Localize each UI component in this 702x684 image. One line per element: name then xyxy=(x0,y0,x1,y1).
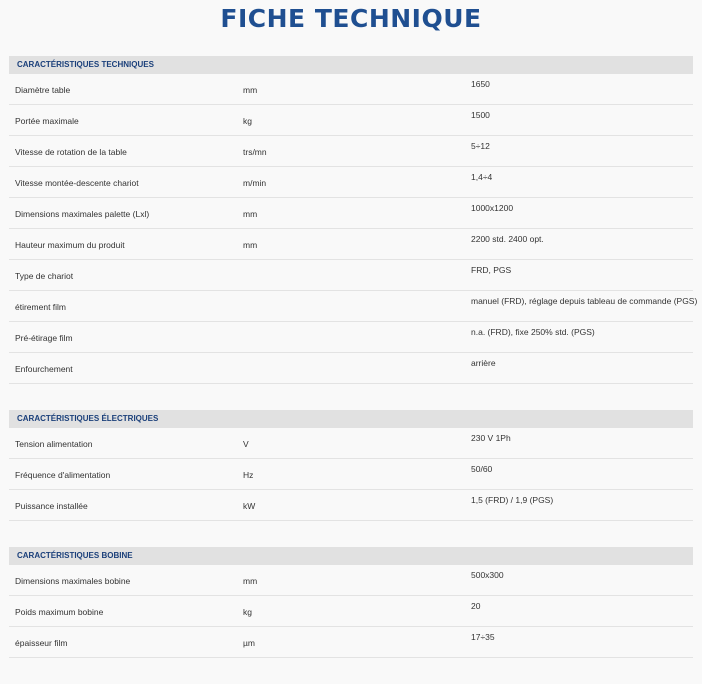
spec-label: étirement film xyxy=(15,302,67,312)
spec-value: 20 xyxy=(471,601,481,611)
spec-sections xyxy=(9,56,698,684)
spec-value: n.a. (FRD), fixe 250% std. (PGS) xyxy=(471,327,595,337)
spec-row xyxy=(9,353,693,384)
spec-unit: kg xyxy=(243,116,252,126)
section-header: CARACTÉRISTIQUES BOBINE xyxy=(9,547,693,565)
page-title: FICHE TECHNIQUE xyxy=(220,4,482,33)
spec-label: Vitesse montée-descente chariot xyxy=(15,178,139,188)
spec-value: 1500 xyxy=(471,110,490,120)
spec-unit: mm xyxy=(243,240,258,250)
spec-label: Enfourchement xyxy=(15,364,73,374)
spec-label: Type de chariot xyxy=(15,271,74,281)
spec-row xyxy=(9,260,693,291)
section-coil xyxy=(9,547,693,658)
spec-label: Vitesse de rotation de la table xyxy=(15,147,127,157)
spec-label: Hauteur maximum du produit xyxy=(15,240,125,250)
spec-unit: mm xyxy=(243,209,258,219)
spec-unit: Hz xyxy=(243,470,254,480)
spec-unit: kg xyxy=(243,607,252,617)
spec-row xyxy=(9,291,698,322)
spec-value: 500x300 xyxy=(471,570,504,580)
spec-unit: µm xyxy=(243,638,255,648)
spec-row xyxy=(9,627,693,658)
spec-label: épaisseur film xyxy=(15,638,68,648)
spec-value: 1,4÷4 xyxy=(471,172,493,182)
spec-row xyxy=(9,596,693,627)
spec-unit: kW xyxy=(243,501,256,511)
spec-row xyxy=(9,565,693,596)
spec-label: Dimensions maximales palette (Lxl) xyxy=(15,209,150,219)
spec-row xyxy=(9,322,693,353)
spec-unit: mm xyxy=(243,85,258,95)
spec-row xyxy=(9,459,693,490)
section-technical xyxy=(9,56,698,384)
section-header: CARACTÉRISTIQUES TECHNIQUES xyxy=(9,56,693,74)
spec-label: Pré-étirage film xyxy=(15,333,73,343)
spec-value: 2200 std. 2400 opt. xyxy=(471,234,544,244)
spec-value: 50/60 xyxy=(471,464,493,474)
spec-row xyxy=(9,74,693,105)
spec-label: Diamètre table xyxy=(15,85,71,95)
spec-label: Dimensions maximales bobine xyxy=(15,576,131,586)
spec-value: 1650 xyxy=(471,79,490,89)
spec-row xyxy=(9,136,693,167)
spec-value: 1000x1200 xyxy=(471,203,514,213)
spec-unit: m/min xyxy=(243,178,267,188)
spec-value: arrière xyxy=(471,358,496,368)
spec-unit: trs/mn xyxy=(243,147,267,157)
spec-value: 230 V 1Ph xyxy=(471,433,511,443)
spec-unit: V xyxy=(243,439,249,449)
spec-row xyxy=(9,229,693,260)
spec-value: FRD, PGS xyxy=(471,265,512,275)
spec-label: Poids maximum bobine xyxy=(15,607,104,617)
spec-label: Fréquence d'alimentation xyxy=(15,470,111,480)
spec-row xyxy=(9,428,693,459)
spec-value: 5÷12 xyxy=(471,141,490,151)
spec-row xyxy=(9,105,693,136)
spec-value: 1,5 (FRD) / 1,9 (PGS) xyxy=(471,495,554,505)
spec-unit: mm xyxy=(243,576,258,586)
spec-label: Puissance installée xyxy=(15,501,88,511)
spec-row xyxy=(9,490,693,521)
spec-label: Portée maximale xyxy=(15,116,79,126)
section-electrical xyxy=(9,410,693,521)
spec-value: manuel (FRD), réglage depuis tableau de commande (PGS) xyxy=(471,296,698,306)
spec-value: 17÷35 xyxy=(471,632,495,642)
section-header: CARACTÉRISTIQUES ÉLECTRIQUES xyxy=(9,410,693,428)
spec-row xyxy=(9,167,693,198)
spec-row xyxy=(9,198,693,229)
spec-label: Tension alimentation xyxy=(15,439,93,449)
